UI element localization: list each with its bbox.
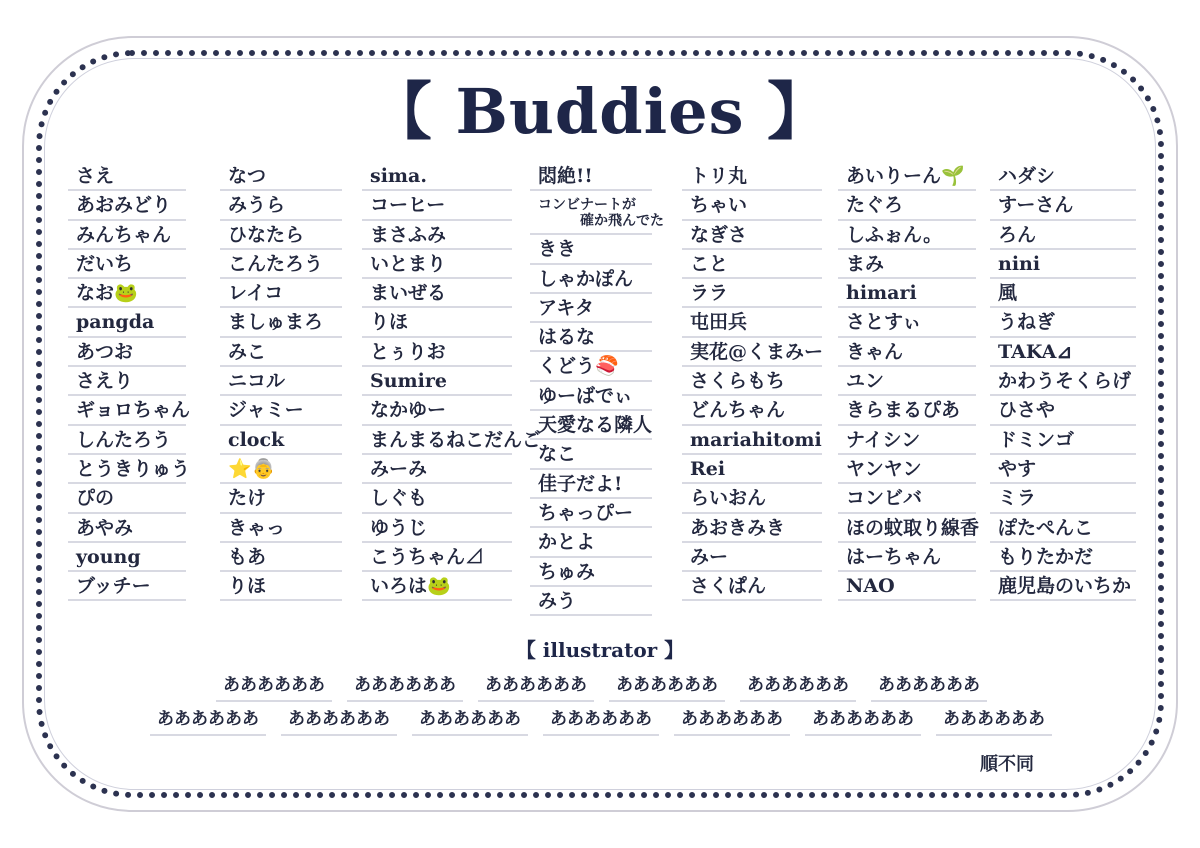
buddy-name: なぎさ [682,221,822,250]
buddy-column-4 [530,162,664,616]
buddy-name: こと [682,250,822,279]
illustrator-name: ああああああ [740,672,856,702]
buddy-name: まいぜる [362,279,512,308]
buddy-name: きらまるぴあ [838,396,976,425]
buddy-name: レイコ [220,279,342,308]
buddy-name: さえ [68,162,186,191]
buddy-name: まさふみ [362,221,512,250]
buddy-name: きゃん [838,338,976,367]
buddy-name: かわうそくらげ [990,367,1136,396]
buddy-name: こんたろう [220,250,342,279]
buddy-name: ろん [990,221,1136,250]
buddy-name: コーヒー [362,191,512,220]
buddy-name: ちゅみ [530,558,652,587]
buddy-name: たぐろ [838,191,976,220]
illustrator-heading: 【 illustrator 】 [515,638,685,662]
buddy-name: なかゆー [362,396,512,425]
buddy-column-6 [838,162,980,601]
buddy-column-1 [68,162,191,601]
buddy-name: ハダシ [990,162,1136,191]
buddy-name: トリ丸 [682,162,822,191]
buddy-name: TAKA⊿ [990,338,1136,367]
buddy-name: らいおん [682,484,822,513]
buddy-name: 佳子だよ! [530,470,652,499]
unordered-note: 順不同 [980,754,1034,775]
buddy-name: ドミンゴ [990,426,1136,455]
buddy-name: まみ [838,250,976,279]
buddy-name: コンビバ [838,484,976,513]
buddy-name: りほ [220,572,342,601]
buddy-name: どんちゃん [682,396,822,425]
buddy-name: もりたかだ [990,543,1136,572]
buddy-name: やす [990,455,1136,484]
illustrator-name: ああああああ [412,706,528,736]
buddy-name: mariahitomi [682,426,822,455]
illustrator-name: ああああああ [543,706,659,736]
buddy-name: あおみどり [68,191,186,220]
buddy-name: ジャミー [220,396,342,425]
buddy-name: young [68,543,186,572]
buddy-name: くどう🍣 [530,352,652,381]
illustrator-name: ああああああ [871,672,987,702]
buddy-name: いとまり [362,250,512,279]
buddy-name: なこ [530,440,652,469]
buddy-name: とうきりゅう [68,455,186,484]
buddy-name: 鹿児島のいちか [990,572,1136,601]
illustrator-name: ああああああ [609,672,725,702]
buddy-name: himari [838,279,976,308]
buddy-name: みう [530,587,652,616]
buddy-name: はーちゃん [838,543,976,572]
buddy-name: ギョロちゃん [68,396,186,425]
buddy-name: 屯田兵 [682,308,822,337]
buddy-name: まんまるねこだんご [362,426,512,455]
buddy-name: clock [220,426,342,455]
buddy-name: ユン [838,367,976,396]
buddy-name: しぐも [362,484,512,513]
buddy-name: さくぱん [682,572,822,601]
buddy-name: もあ [220,543,342,572]
buddy-name: ぴの [68,484,186,513]
buddy-name: コンビナートが 確か飛んでた [530,191,652,235]
buddy-name: さとすぃ [838,308,976,337]
buddy-name: すーさん [990,191,1136,220]
buddy-name: ⭐👵 [220,455,342,484]
buddy-name: きゃっ [220,514,342,543]
buddy-name: 悶絶!! [530,162,652,191]
buddy-name: みーみ [362,455,512,484]
buddy-name: はるな [530,323,652,352]
buddy-name: あおきみき [682,514,822,543]
buddy-name: たけ [220,484,342,513]
buddy-name: NAO [838,572,976,601]
buddy-name: ひさや [990,396,1136,425]
buddy-name: ブッチー [68,572,186,601]
buddy-name: うねぎ [990,308,1136,337]
buddy-name: みうら [220,191,342,220]
buddy-name: 風 [990,279,1136,308]
buddy-name: ゆーばでぃ [530,382,652,411]
buddy-name: あやみ [68,514,186,543]
buddy-name: なつ [220,162,342,191]
buddy-column-2 [220,162,342,601]
buddy-column-7 [990,162,1136,601]
buddy-name: なお🐸 [68,279,186,308]
buddy-name: かとよ [530,528,652,557]
illustrator-name: ああああああ [216,672,332,702]
buddy-name: 天愛なる隣人 [530,411,652,440]
buddy-name: 実花@くまみー [682,338,822,367]
buddy-name: ぽたぺんこ [990,514,1136,543]
buddy-name: りほ [362,308,512,337]
buddy-name: ララ [682,279,822,308]
buddy-name: ちゃっぴー [530,499,652,528]
buddy-name: sima. [362,162,512,191]
buddy-name: ニコル [220,367,342,396]
buddy-name: しんたろう [68,426,186,455]
buddy-name: みー [682,543,822,572]
buddy-name: pangda [68,308,186,337]
buddy-name: ほの蚊取り線香 [838,514,976,543]
buddy-name: ひなたら [220,221,342,250]
buddy-name: あいりーん🌱 [838,162,976,191]
buddy-column-3 [362,162,542,601]
illustrator-name: ああああああ [478,672,594,702]
illustrator-name: ああああああ [936,706,1052,736]
buddy-name: ミラ [990,484,1136,513]
buddy-name: あつお [68,338,186,367]
buddy-name: だいち [68,250,186,279]
buddy-name: ちゃい [682,191,822,220]
buddy-name: Rei [682,455,822,484]
illustrator-name: ああああああ [805,706,921,736]
buddy-name: ゆうじ [362,514,512,543]
buddy-name: みんちゃん [68,221,186,250]
buddy-name: さえり [68,367,186,396]
buddy-name: nini [990,250,1136,279]
buddy-name: ましゅまろ [220,308,342,337]
illustrator-name: ああああああ [281,706,397,736]
buddy-column-5 [682,162,822,601]
buddy-name: さくらもち [682,367,822,396]
illustrator-name: ああああああ [347,672,463,702]
buddy-name: きき [530,235,652,264]
illustrator-name: ああああああ [150,706,266,736]
page-title: 【 Buddies 】 [369,75,831,148]
buddy-name: ヤンヤン [838,455,976,484]
buddy-name: みこ [220,338,342,367]
buddy-name: しふぉん。 [838,221,976,250]
buddy-name: いろは🐸 [362,572,512,601]
buddy-name: とぅりお [362,338,512,367]
buddy-name: ナイシン [838,426,976,455]
buddy-name: こうちゃん⊿ [362,543,512,572]
buddy-name: Sumire [362,367,512,396]
buddy-name: しゃかぽん [530,265,652,294]
illustrator-name: ああああああ [674,706,790,736]
buddy-name: アキタ [530,294,652,323]
